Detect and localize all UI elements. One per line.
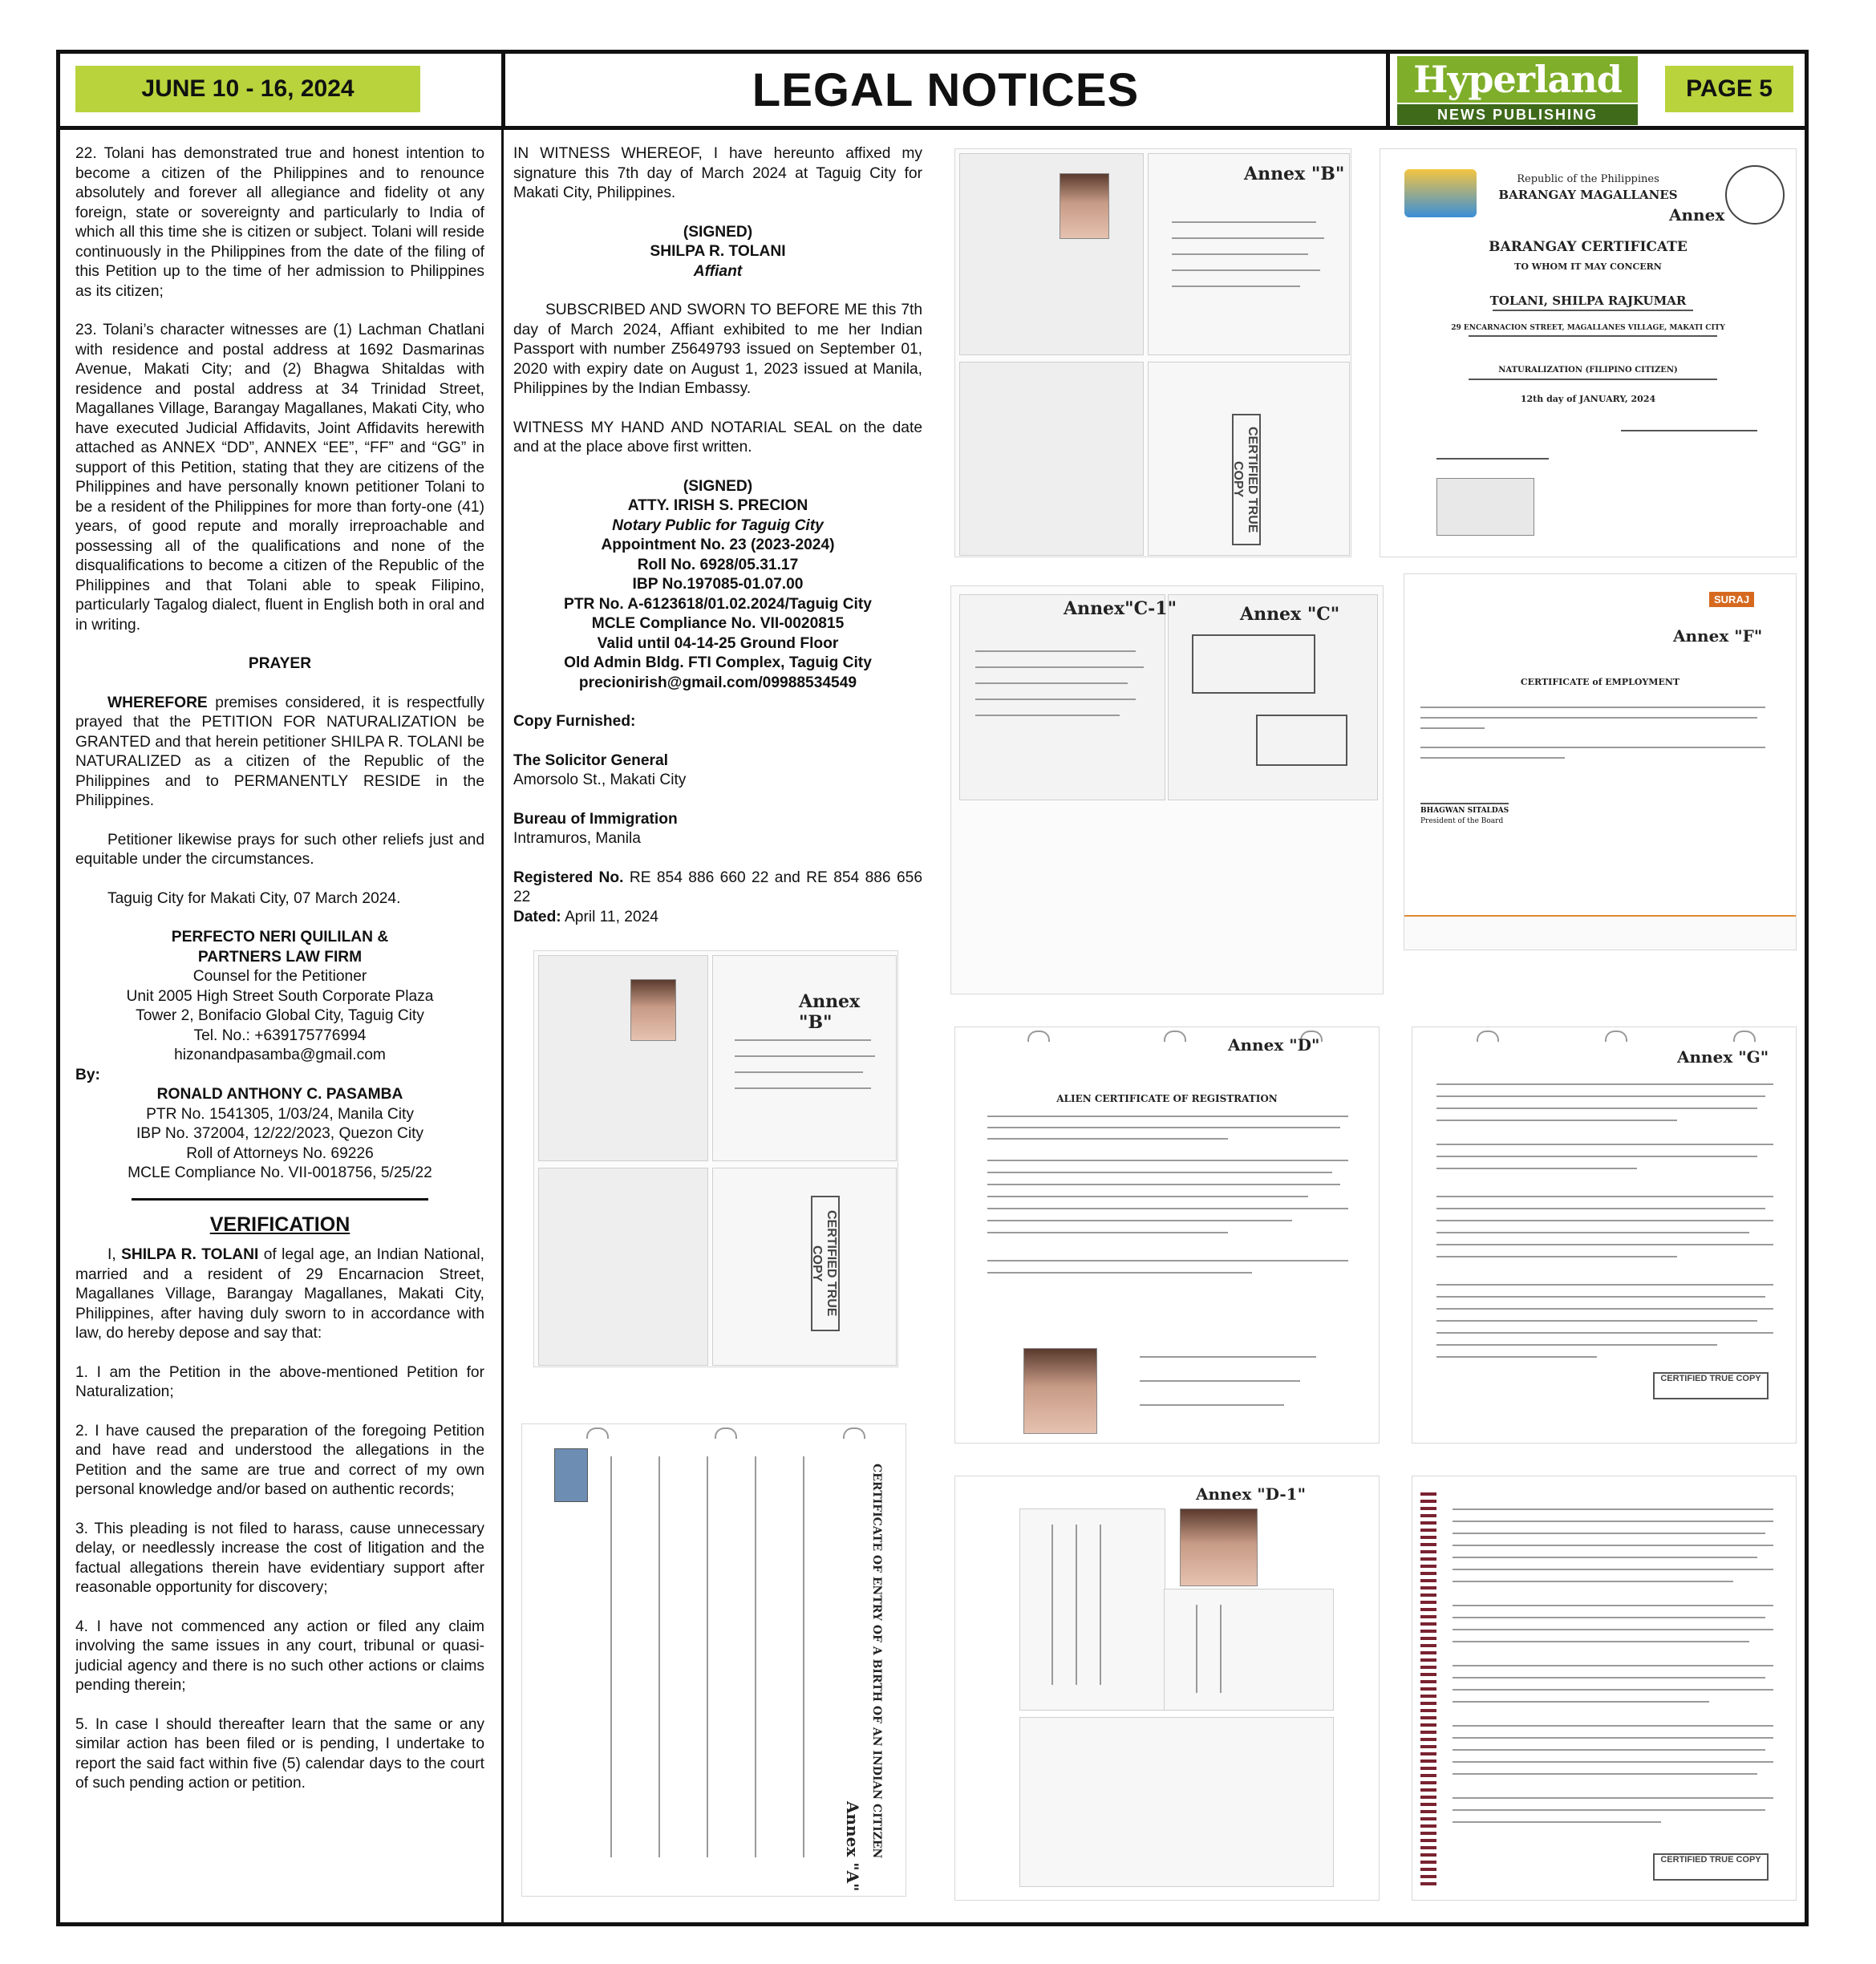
annex-label: Annex "B" xyxy=(1244,164,1345,184)
annex-b-passport-scan xyxy=(533,950,898,1367)
annex-c-visa-scan xyxy=(950,585,1384,994)
annex-label: Annex "F" xyxy=(1673,626,1763,646)
verification-item-2: 2. I have caused the preparation of the foregoing Petition and have read and understood the allegations in the Petition and the same are true and correct of my own personal knowledge and/or based on authentic records; xyxy=(75,1422,484,1498)
column-divider xyxy=(501,130,504,1926)
dated-line: Dated: April 11, 2024 xyxy=(513,908,658,925)
notary-roll: Roll No. 6928/05.31.17 xyxy=(637,556,799,573)
passport-page xyxy=(538,955,708,1161)
passport-page xyxy=(712,1168,897,1366)
witness-whereof: IN WITNESS WHEREOF, I have hereunto affixed my signature this 7th day of March 2024 at Taguig City for Makati City, Philippines. xyxy=(513,145,922,201)
annex-label: Annex xyxy=(1669,205,1725,225)
firm-phone: Tel. No.: +639175776994 xyxy=(193,1027,367,1044)
certificate-purpose: NATURALIZATION (FILIPINO CITIZEN) xyxy=(1498,366,1678,375)
annex-label: Annex"C-1" xyxy=(1064,598,1177,619)
annex-label: Annex "D-1" xyxy=(1196,1484,1306,1504)
issue-date: JUNE 10 - 16, 2024 xyxy=(75,66,420,112)
annex-g-articles-of-incorporation xyxy=(1412,1027,1797,1444)
logo-subtitle: NEWS PUBLISHING xyxy=(1397,104,1638,125)
firm-name: PERFECTO NERI QUILILAN & xyxy=(171,929,389,946)
issue-date: 12th day of JANUARY, 2024 xyxy=(1520,394,1656,404)
wherefore-paragraph: WHEREFORE premises considered, it is respectfully prayed that the PETITION FOR NATURALIZATION be GRANTED and that herein petitioner SHILPA R. TOLANI be NATURALIZED as a citizen of the Republic of the Philippines and to PERMANENTLY RESIDE in the Philippines. xyxy=(75,694,484,809)
notary-email: precionirish@gmail.com/09988534549 xyxy=(578,674,857,691)
firm-email: hizonandpasamba@gmail.com xyxy=(174,1047,386,1063)
notary-ptr: PTR No. A-6123618/01.02.2024/Taguig City xyxy=(564,595,872,613)
certificate-title: ALIEN CERTIFICATE OF REGISTRATION xyxy=(1056,1093,1278,1104)
passport-page xyxy=(712,955,897,1161)
annex-label: Annex "A" xyxy=(843,1801,862,1892)
witness-hand: WITNESS MY HAND AND NOTARIAL SEAL on the date and at the place above first written. xyxy=(513,419,922,456)
certified-stamp: CERTIFIED TRUE COPY xyxy=(1653,1372,1769,1399)
notary-title: Notary Public for Taguig City xyxy=(612,516,824,534)
signed-note: (SIGNED) xyxy=(683,223,753,241)
annex-a-birth-certificate xyxy=(521,1423,906,1897)
passport-page xyxy=(959,153,1144,355)
signatory-name: BHAGWAN SITALDAS xyxy=(1420,807,1509,815)
document-page xyxy=(1019,1717,1334,1887)
annex-barangay-certificate xyxy=(1380,148,1797,557)
notary-mcle: MCLE Compliance No. VII-0020815 xyxy=(591,615,845,632)
annex-f-employment-certificate xyxy=(1404,573,1797,950)
copy-furnished-label: Copy Furnished: xyxy=(513,713,636,730)
passport-photo xyxy=(630,979,676,1041)
annex-label: Annex "B" xyxy=(799,991,861,1033)
revenue-stamp xyxy=(554,1448,588,1502)
certificate-title: CERTIFICATE of EMPLOYMENT xyxy=(1520,677,1680,687)
suraj-logo: SURAJ xyxy=(1709,592,1754,607)
signatory-role: President of the Board xyxy=(1420,817,1504,825)
petition-column xyxy=(75,144,484,1794)
lawyer-ibp: IBP No. 372004, 12/22/2023, Quezon City xyxy=(136,1125,424,1142)
verification-intro: I, SHILPA R. TOLANI of legal age, an Indian National, married and a resident of 29 Encarnacion Street, Magallanes Village, Barangay Magallanes, Makati City, Philippines, after having duly sworn to in accordance with law, do hereby depose and say that: xyxy=(75,1246,484,1342)
logo-wordmark: Hyperland xyxy=(1397,56,1638,103)
signed-note: (SIGNED) xyxy=(683,477,753,495)
certificate-title: BARANGAY CERTIFICATE xyxy=(1489,239,1688,255)
registered-numbers: Registered No. RE 854 886 660 22 and RE 854 886 656 22 xyxy=(513,869,922,905)
lawyer-mcle: MCLE Compliance No. VII-0018756, 5/25/22 xyxy=(128,1164,432,1181)
firm-address: Unit 2005 High Street South Corporate Plaza xyxy=(126,987,434,1005)
annex-label: Annex "D" xyxy=(1228,1035,1320,1055)
applicant-name: TOLANI, SHILPA RAJKUMAR xyxy=(1489,294,1687,308)
document-page xyxy=(1164,1589,1334,1711)
divider-rule xyxy=(132,1198,428,1201)
certified-stamp: CERTIFIED TRUE COPY xyxy=(811,1196,840,1331)
certified-stamp: CERTIFIED TRUE COPY xyxy=(1232,414,1261,545)
prayer-heading: PRAYER xyxy=(248,655,312,672)
letterhead-footer xyxy=(1404,915,1797,950)
immigration-stamp xyxy=(1192,634,1315,694)
publisher-logo xyxy=(1397,56,1638,125)
passport-page xyxy=(959,362,1144,556)
annex-b-passport-scan xyxy=(954,148,1351,557)
barangay-seal xyxy=(1725,165,1785,225)
counsel-line: Counsel for the Petitioner xyxy=(192,968,367,985)
verification-item-3: 3. This pleading is not filed to harass, cause unnecessary delay, or needlessly increase the cost of litigation and the factual allegations therein have evidentiary support after reasonable opportunity for discovery; xyxy=(75,1520,484,1596)
lawyer-name: RONALD ANTHONY C. PASAMBA xyxy=(156,1086,403,1103)
by-label: By: xyxy=(75,1066,100,1083)
paragraph-22: 22. Tolani has demonstrated true and honest intention to become a citizen of the Philippines and to renounce absolutely and forever all allegiance and fidelity ot any foreign, state or sovereignty and particularly to India of which all this time she is citizen or subject. Tolani will reside continuously in the Philippines from the date of the filing of this Petition up to the time of her admission to Philippines as its citizen; xyxy=(75,145,484,300)
affiant-name: SHILPA R. TOLANI xyxy=(650,243,786,260)
immigration-stamp xyxy=(1256,715,1347,766)
annex-d-alien-certificate xyxy=(954,1027,1380,1444)
likewise-paragraph: Petitioner likewise prays for such other reliefs just and equitable under the circumstances. xyxy=(75,831,484,868)
page-number: PAGE 5 xyxy=(1665,66,1793,112)
recipient-address: Intramuros, Manila xyxy=(513,830,641,847)
notary-building: Old Admin Bldg. FTI Complex, Taguig City xyxy=(564,654,872,671)
affidavit-column xyxy=(513,144,922,927)
verification-heading: VERIFICATION xyxy=(209,1213,350,1236)
notary-appointment: Appointment No. 23 (2023-2024) xyxy=(601,537,835,553)
lawyer-ptr: PTR No. 1541305, 1/03/24, Manila City xyxy=(146,1105,414,1123)
thumbmark-box xyxy=(1436,478,1534,536)
header-divider xyxy=(1386,50,1390,130)
passport-page xyxy=(538,1168,708,1366)
passport-photo xyxy=(1060,173,1109,239)
barangay-name: BARANGAY MAGALLANES xyxy=(1498,188,1678,202)
notary-valid: Valid until 04-14-25 Ground Floor xyxy=(597,634,839,652)
verification-item-4: 4. I have not commenced any action or filed any claim involving the same issues in any court, tribunal or quasi-judicial agency and there is no such other actions or claims pending therein; xyxy=(75,1618,484,1694)
applicant-address: 29 ENCARNACION STREET, MAGALLANES VILLAGE, MAKATI CITY xyxy=(1451,324,1725,332)
certified-stamp: CERTIFIED TRUE COPY xyxy=(1653,1853,1769,1881)
passport-page xyxy=(1168,594,1378,800)
firm-name: PARTNERS LAW FIRM xyxy=(197,948,363,966)
lawyer-roll: Roll of Attorneys No. 69226 xyxy=(186,1144,374,1162)
section-title: LEGAL NOTICES xyxy=(752,63,1140,116)
recipient-name: Bureau of Immigration xyxy=(513,810,678,828)
recipient-address: Amorsolo St., Makati City xyxy=(513,771,687,788)
concern-line: TO WHOM IT MAY CONCERN xyxy=(1514,261,1662,272)
annex-label: Annex "C" xyxy=(1240,604,1340,625)
annex-g-continuation-page xyxy=(1412,1476,1797,1901)
verification-item-5: 5. In case I should thereafter learn that the same or any similar action has been filed or is pending, I undertake to report the said fact within five (5) calendar days to the court of such pending action or petition. xyxy=(75,1715,484,1792)
place-date: Taguig City for Makati City, 07 March 2024. xyxy=(107,889,401,907)
republic-line: Republic of the Philippines xyxy=(1517,173,1659,185)
perforation-edge xyxy=(1420,1492,1436,1885)
recipient-name: The Solicitor General xyxy=(513,751,668,769)
firm-address: Tower 2, Bonifacio Global City, Taguig City xyxy=(136,1007,424,1024)
verification-item-1: 1. I am the Petition in the above-mentioned Petition for Naturalization; xyxy=(75,1363,484,1400)
id-photo xyxy=(1023,1348,1097,1434)
id-photo xyxy=(1180,1508,1258,1586)
subscribed-paragraph: SUBSCRIBED AND SWORN TO BEFORE ME this 7th day of March 2024, Affiant exhibited to me her Indian Passport with number Z5649793 issued on September 01, 2020 with expiry date on August 1, 2023 issued at Manila, Philippines by the Indian Embassy. xyxy=(513,302,922,397)
annex-d1-identity-scan xyxy=(954,1476,1380,1901)
paragraph-23: 23. Tolani’s character witnesses are (1) Lachman Chatlani with residence and postal address at 1692 Dasmarinas Avenue, Makati City; and (2) Bhagwa Shitaldas with residence and postal address at 34 Trinidad Street, Magallanes Village, Barangay Magallanes, Makati City, who have executed Judicial Affidavits, Joint Affidavits herewith attached as ANNEX “DD”, ANNEX “EE”, “FF” and “GG” in support of this Petition, stating that they are citizens of the Philippines and have personally known petitioner Tolani to be a resident of the Philippines for more than forty-one (41) years, of good repute and morally irreproachable and possessing all of the qualifications and none of the disqualifications to become a citizen of the Republic of the Philippines and that Tolani able to speak Filipino, particularly Tagalog dialect, fluent in English both in oral and in writing. xyxy=(75,322,484,634)
document-page xyxy=(1019,1508,1165,1711)
passport-page xyxy=(959,594,1165,800)
notary-name: ATTY. IRISH S. PRECION xyxy=(627,497,808,514)
notary-ibp: IBP No.197085-01.07.00 xyxy=(632,576,804,593)
affiant-label: Affiant xyxy=(693,262,743,280)
certificate-title: CERTIFICATE OF ENTRY OF A BIRTH OF AN INDIAN CITIZEN xyxy=(870,1463,883,1859)
annex-label: Annex "G" xyxy=(1677,1047,1769,1067)
